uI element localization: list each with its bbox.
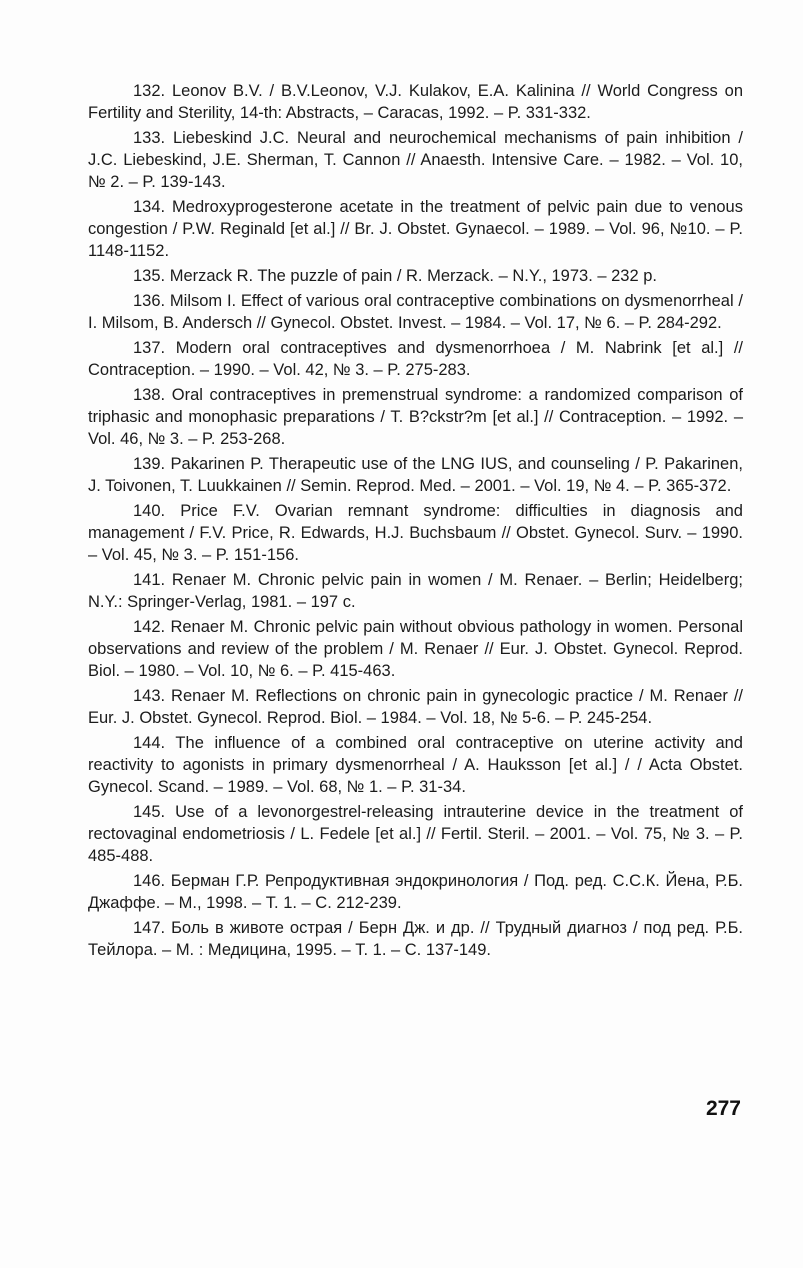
reference-145: 145. Use of a levonorgestrel-releasing intrauterine device in the treatment of rectovaginal endometriosis / L. Fedele [et al.] // Fertil. Steril. – 2001. – Vol. 75, № 3. – P. 485-488. — [88, 803, 743, 865]
reference-137: 137. Modern oral contraceptives and dysmenorrhoea / M. Nabrink [et al.] // Contraception. – 1990. – Vol. 42, № 3. – P. 275-283. — [88, 339, 743, 379]
reference-135: 135. Merzack R. The puzzle of pain / R. Merzack. – N.Y., 1973. – 232 p. — [133, 267, 657, 285]
reference-138: 138. Oral contraceptives in premenstrual syndrome: a randomized comparison of triphasic and monophasic preparations / T. B?ckstr?m [et al.] // Contraception. – 1992. – Vol. 46, № 3. – P. 253-268. — [88, 386, 743, 448]
reference-132: 132. Leonov B.V. / B.V.Leonov, V.J. Kulakov, E.A. Kalinina // World Congress on Fertility and Sterility, 14-th: Abstracts, – Caracas, 1992. – P. 331-332. — [88, 82, 743, 122]
reference-144: 144. The influence of a combined oral contraceptive on uterine activity and reactivity to agonists in primary dysmenorrheal / A. Hauksson [et al.] / / Acta Obstet. Gynecol. Scand. – 1989. – Vol. 68, № 1. – P. 31-34. — [88, 734, 743, 796]
reference-134: 134. Medroxyprogesterone acetate in the treatment of pelvic pain due to venous congestion / P.W. Reginald [et al.] // Br. J. Obstet. Gynaecol. – 1989. – Vol. 96, №10. – P. 1148-1152. — [88, 198, 743, 260]
reference-146: 146. Берман Г.Р. Репродуктивная эндокринология / Под. ред. С.С.К. Йена, Р.Б. Джаффе. – М., 1998. – Т. 1. – С. 212-239. — [88, 872, 743, 912]
reference-140: 140. Price F.V. Ovarian remnant syndrome: difficulties in diagnosis and management / F.V. Price, R. Edwards, H.J. Buchsbaum // Obstet. Gynecol. Surv. – 1990. – Vol. 45, № 3. – P. 151-156. — [88, 502, 743, 564]
reference-133: 133. Liebeskind J.C. Neural and neurochemical mechanisms of pain inhibition / J.C. Liebeskind, J.E. Sherman, T. Cannon // Anaesth. Intensive Care. – 1982. – Vol. 10, № 2. – P. 139-143. — [88, 129, 743, 191]
reference-list — [88, 80, 743, 964]
reference-141: 141. Renaer M. Chronic pelvic pain in women / M. Renaer. – Berlin; Heidelberg; N.Y.: Springer-Verlag, 1981. – 197 c. — [88, 571, 743, 611]
reference-136: 136. Milsom I. Effect of various oral contraceptive combinations on dysmenorrheal / I. Milsom, B. Andersch // Gynecol. Obstet. Invest. – 1984. – Vol. 17, № 6. – P. 284-292. — [88, 292, 743, 332]
reference-143: 143. Renaer M. Reflections on chronic pain in gynecologic practice / M. Renaer // Eur. J. Obstet. Gynecol. Reprod. Biol. – 1984. – Vol. 18, № 5-6. – P. 245-254. — [88, 687, 743, 727]
reference-147: 147. Боль в животе острая / Берн Дж. и др. // Трудный диагноз / под ред. Р.Б. Тейлора. – М. : Медицина, 1995. – Т. 1. – С. 137-149. — [88, 919, 743, 959]
reference-142: 142. Renaer M. Chronic pelvic pain without obvious pathology in women. Personal observations and review of the problem / M. Renaer // Eur. J. Obstet. Gynecol. Reprod. Biol. – 1980. – Vol. 10, № 6. – P. 415-463. — [88, 618, 743, 680]
page-number: 277 — [705, 1097, 741, 1120]
reference-139: 139. Pakarinen P. Therapeutic use of the LNG IUS, and counseling / P. Pakarinen, J. Toivonen, T. Luukkainen // Semin. Reprod. Med. – 2001. – Vol. 19, № 4. – P. 365-372. — [88, 455, 743, 495]
